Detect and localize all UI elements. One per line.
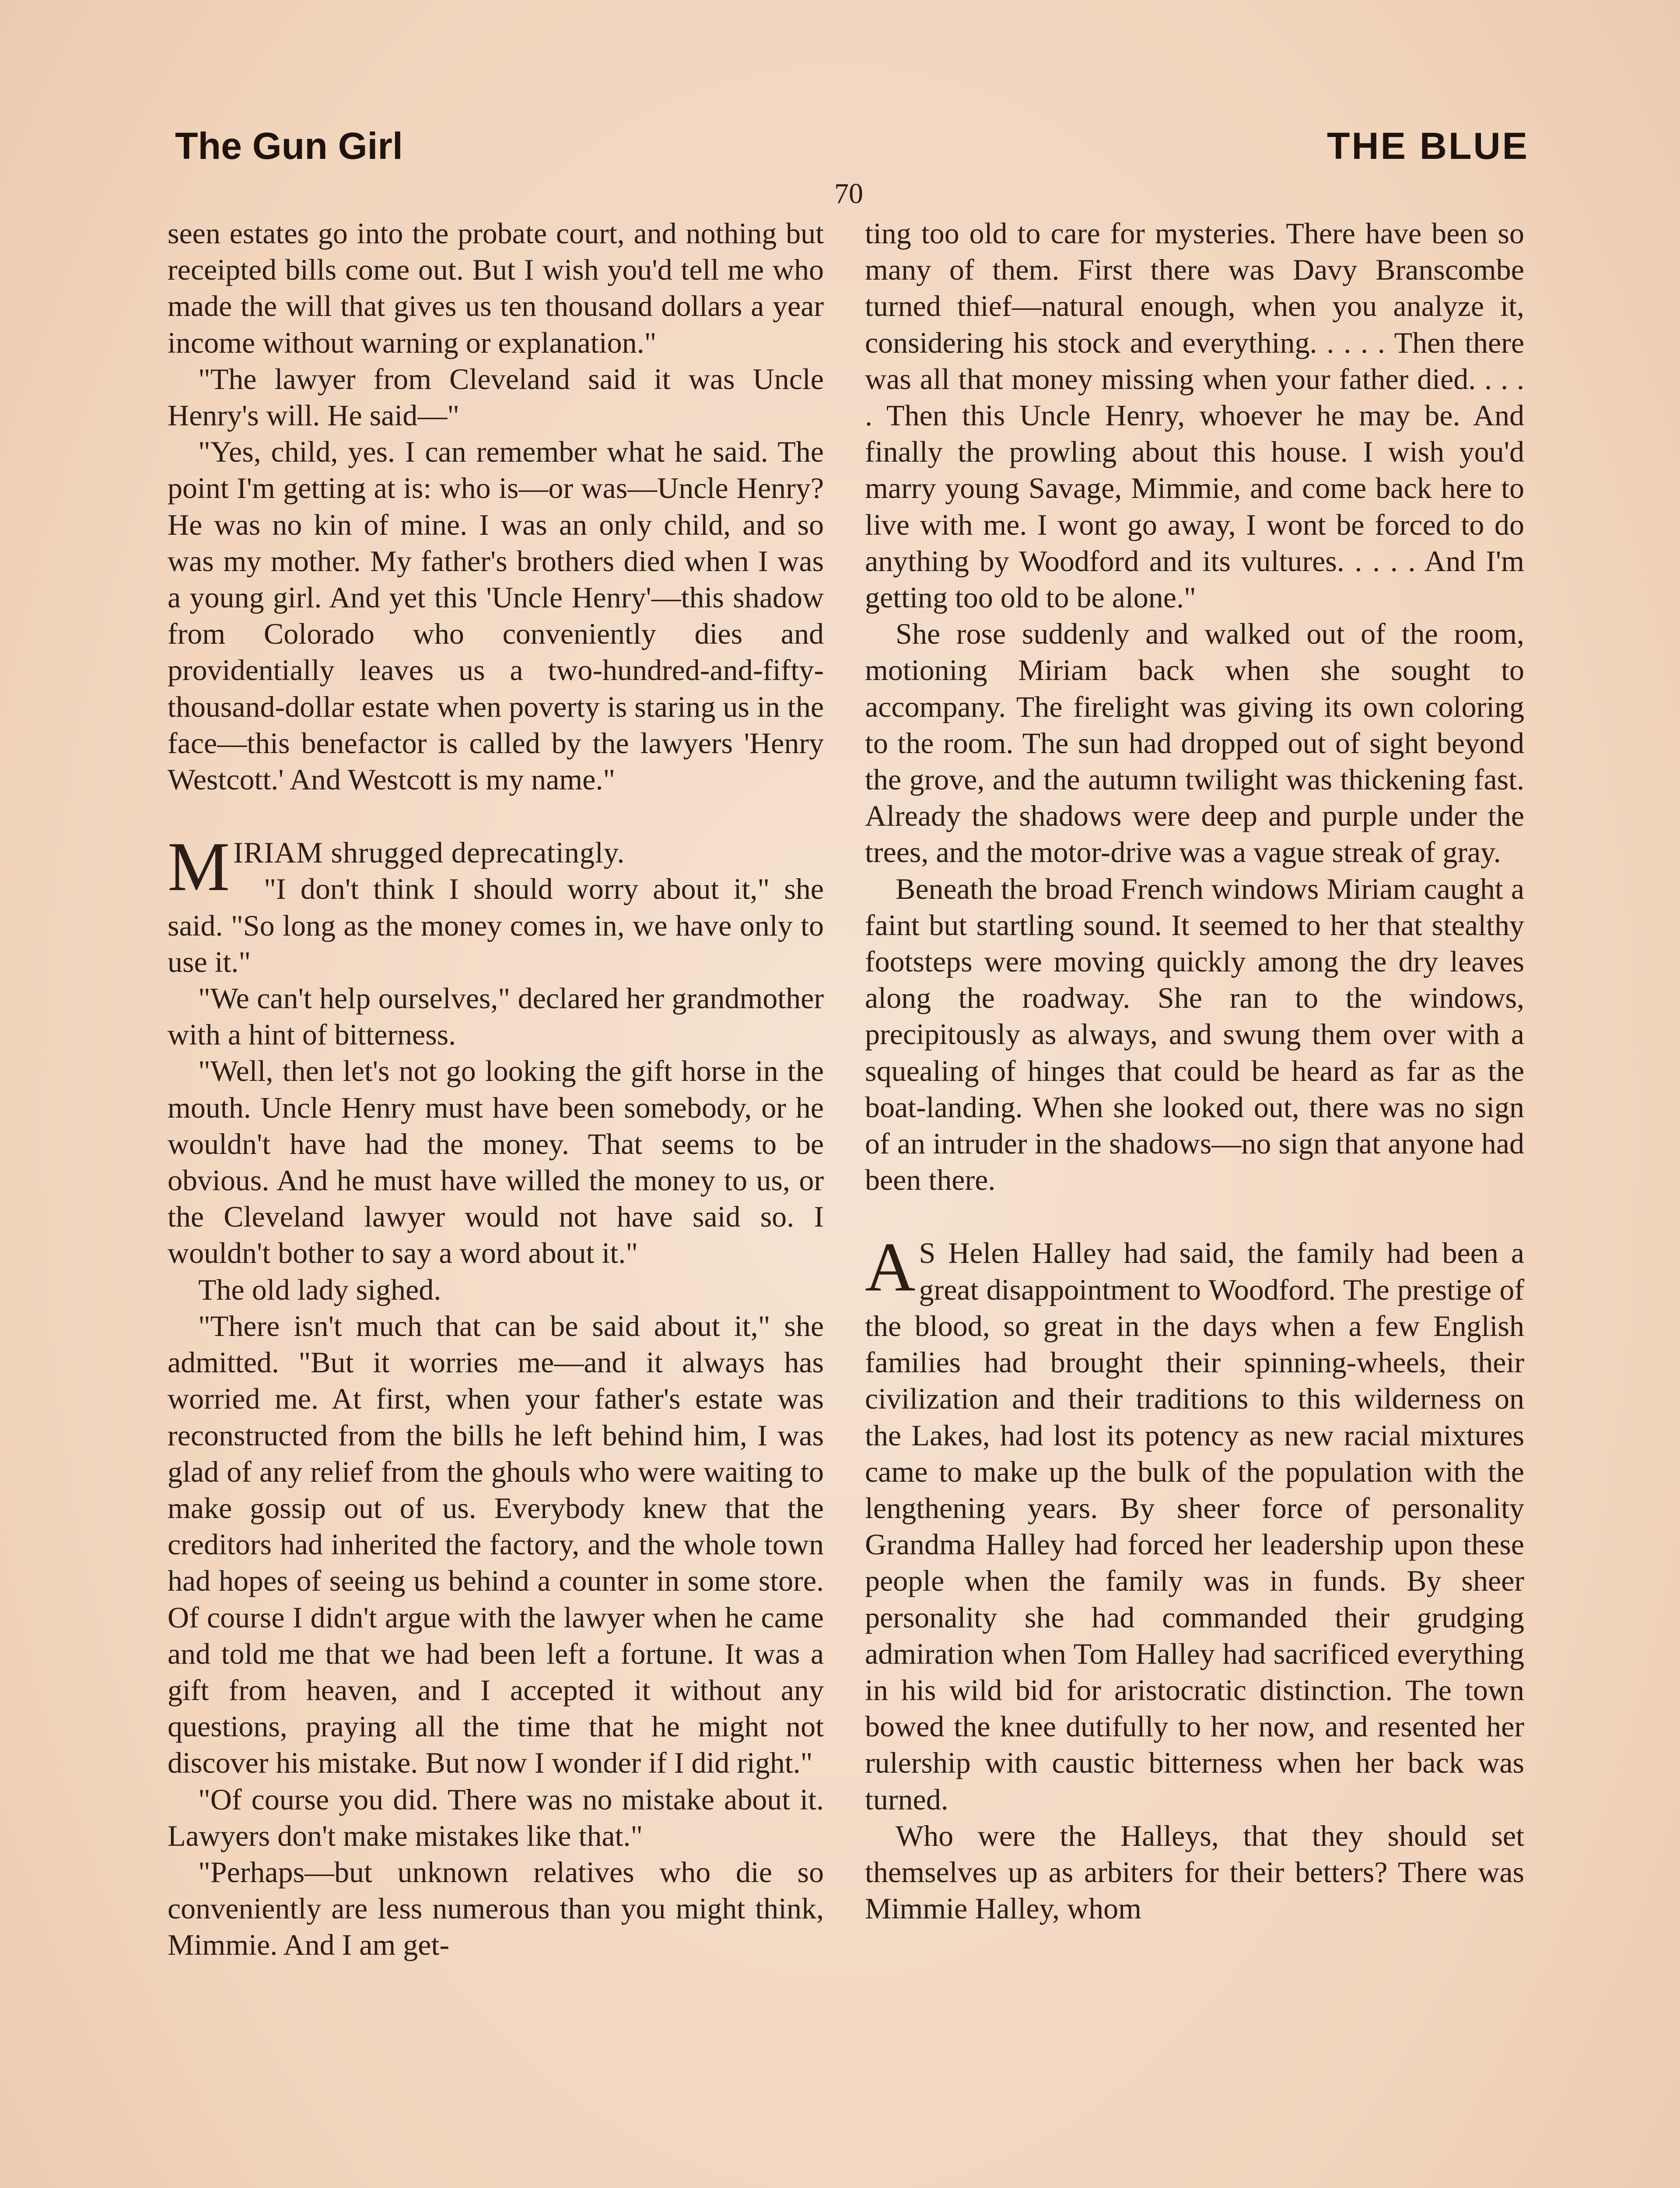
paragraph: "We can't help ourselves," declared her grandmother with a hint of bitterness. — [168, 982, 824, 1052]
section-opening-paragraph — [865, 1228, 1524, 1817]
paragraph: "I don't think I should worry about it," she said. "So long as the money comes in, we have only to use it." — [168, 872, 824, 978]
drop-cap: A — [865, 1228, 916, 1306]
section-opening-text: IRIAM shrugged deprecatingly. — [233, 836, 625, 870]
section-opening-text: S Helen Halley had said, the family had been a great disappointment to Woodford. The prestige of the blood, so great in the days when a few English families had brought their spinning-wheels, their civilization and their traditions to this wilderness on the Lakes, had lost its potency as new racial mixtures came to make up the bulk of the population with the lengthening years. By sheer force of personality Grandma Halley had forced her leadership upon these people when the family was in funds. By sheer personality she had commanded their grudging admiration when Tom Halley had sacrificed everything in his wild bid for aristocratic distinction. The town bowed the knee dutifully to her now, and resented her rulership with caustic bitterness when her back was turned. — [865, 1236, 1524, 1816]
left-column — [168, 215, 824, 1964]
paragraph: "Well, then let's not go looking the gift horse in the mouth. Uncle Henry must have been somebody, or he wouldn't have had the money. That seems to be obvious. And he must have willed the money to us, or the Cleveland lawyer would not have said so. I wouldn't bother to say a word about it." — [168, 1054, 824, 1270]
page-number: 70 — [834, 178, 863, 210]
paragraph: seen estates go into the probate court, and nothing but receipted bills come out. But I wish you'd tell me who made the will that gives us ten thousand dollars a year income without warning or explanation." — [168, 217, 824, 359]
drop-cap: M — [168, 828, 230, 906]
paragraph: Beneath the broad French windows Miriam caught a faint but startling sound. It seemed to her that stealthy footsteps were moving quickly among the dry leaves along the roadway. She ran to the windows, precipitously as always, and swung them over with a squealing of hinges that could be heard as far as the boat-landing. When she looked out, there was no sign of an intruder in the shadows—no sign that anyone had been there. — [865, 872, 1524, 1197]
running-head-magazine: THE BLUE — [1327, 125, 1529, 167]
paragraph: The old lady sighed. — [198, 1273, 441, 1306]
paragraph: ting too old to care for mysteries. There have been so many of them. First there was Davy Branscombe turned thief—natural enough, when you analyze it, considering his stock and everything. . . . . Then there was all that money missing when your father died. . . . . Then this Uncle Henry, whoever he may be. And finally the prowling about this house. I wish you'd marry young Savage, Mimmie, and come back here to live with me. I wont go away, I wont be forced to do anything by Woodford and its vultures. . . . . And I'm getting too old to be alone." — [865, 217, 1524, 614]
paragraph: "Yes, child, yes. I can remember what he said. The point I'm getting at is: who is—or was—Uncle Henry? He was no kin of mine. I was an only child, and so was my mother. My father's brothers died when I was a young girl. And yet this 'Uncle Henry'—this shadow from Colorado who conveniently dies and providentially leaves us a two-hundred-and-fifty-thousand-dollar estate when poverty is staring us in the face—this benefactor is called by the lawyers 'Henry Westcott.' And Westcott is my name." — [168, 435, 824, 796]
right-column — [865, 215, 1524, 1927]
paragraph: She rose suddenly and walked out of the room, motioning Miriam back when she sought to accompany. The firelight was giving its own coloring to the room. The sun had dropped out of sight beyond the grove, and the autumn twilight was thickening fast. Already the shadows were deep and purple under the trees, and the motor-drive was a vague streak of gray. — [865, 617, 1524, 869]
section-opening-paragraph — [168, 828, 824, 906]
paragraph: "Perhaps—but unknown relatives who die so conveniently are less numerous than you might think, Mimmie. And I am get- — [168, 1855, 824, 1962]
paragraph: Who were the Halleys, that they should set themselves up as arbiters for their betters? There was Mimmie Halley, whom — [865, 1819, 1524, 1925]
paragraph: "The lawyer from Cleveland said it was Uncle Henry's will. He said—" — [168, 362, 824, 432]
paragraph: "There isn't much that can be said about it," she admitted. "But it worries me—and it always has worried me. At first, when your father's estate was reconstructed from the bills he left behind him, I was glad of any relief from the ghouls who were waiting to make gossip out of us. Everybody knew that the creditors had inherited the factory, and the whole town had hopes of seeing us behind a counter in some store. Of course I didn't argue with the lawyer when he came and told me that we had been left a fortune. It was a gift from heaven, and I accepted it without any questions, praying all the time that he might not discover his mistake. But now I wonder if I did right." — [168, 1309, 824, 1780]
running-head-title: The Gun Girl — [175, 125, 403, 167]
paragraph: "Of course you did. There was no mistake about it. Lawyers don't make mistakes like that." — [168, 1782, 824, 1852]
